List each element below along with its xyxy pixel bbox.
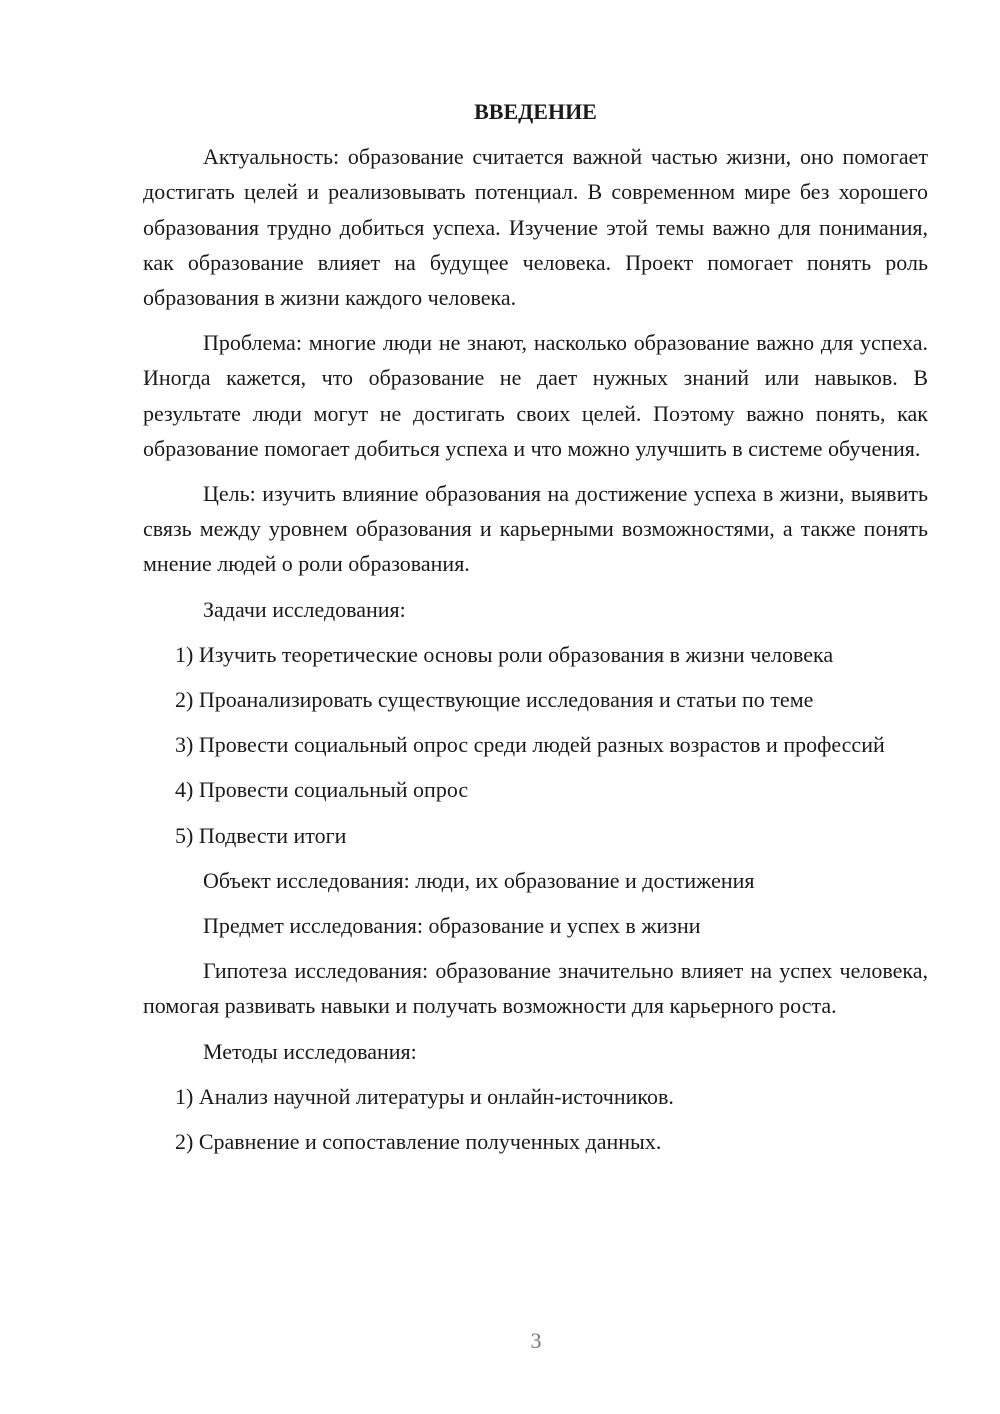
- problem-paragraph: Проблема: многие люди не знают, насколько образование важно для успеха. Иногда кажется, что образование не дает нужных знаний или навыков. В результате люди могут не достигать своих целей. Поэтому важно понять, как образование помогает добиться успеха и что можно улучшить в системе обучения.: [143, 330, 928, 461]
- task-item: 2) Проанализировать существующие исследования и статьи по теме: [175, 687, 814, 713]
- method-item: 1) Анализ научной литературы и онлайн-источников.: [175, 1083, 674, 1109]
- tasks-heading: Задачи исследования:: [203, 596, 406, 622]
- section-title: ВВЕДЕНИЕ: [474, 99, 597, 124]
- hypothesis-paragraph: Гипотеза исследования: образование значительно влияет на успех человека, помогая развивать навыки и получать возможности для карьерного роста.: [143, 958, 928, 1019]
- task-item: 5) Подвести итоги: [175, 822, 347, 848]
- object-paragraph: Объект исследования: люди, их образование и достижения: [203, 867, 755, 893]
- task-item: 3) Провести социальный опрос среди людей разных возрастов и профессий: [175, 732, 885, 758]
- method-item: 2) Сравнение и сопоставление полученных данных.: [175, 1129, 662, 1155]
- task-item: 4) Провести социальный опрос: [175, 777, 469, 803]
- page-number: 3: [530, 1328, 542, 1353]
- goal-paragraph: Цель: изучить влияние образования на достижение успеха в жизни, выявить связь между уровнем образования и карьерными возможностями, а также понять мнение людей о роли образования.: [143, 481, 928, 577]
- page-content: [143, 94, 928, 1169]
- methods-heading: Методы исследования:: [203, 1038, 417, 1064]
- subject-paragraph: Предмет исследования: образование и успех в жизни: [203, 913, 701, 939]
- task-item: 1) Изучить теоретические основы роли образования в жизни человека: [175, 641, 834, 667]
- relevance-paragraph: Актуальность: образование считается важной частью жизни, оно помогает достигать целей и реализовывать потенциал. В современном мире без хорошего образования трудно добиться успеха. Изучение этой темы важно для понимания, как образование влияет на будущее человека. Проект помогает понять роль образования в жизни каждого человека.: [143, 144, 928, 311]
